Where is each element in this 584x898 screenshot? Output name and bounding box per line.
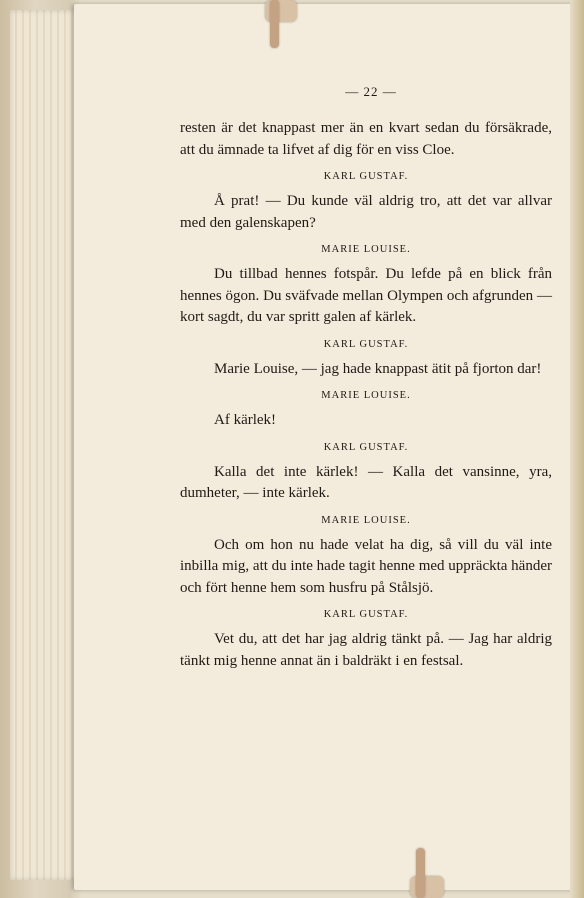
dialogue-line: Du tillbad hennes fotspår. Du lefde på en blick från hennes ögon. Du sväfvade mellan Olympen och afgrunden — kort sagdt, du var spritt galen af kärlek. <box>180 266 552 325</box>
speaker-name: KARL GUSTAF. <box>323 441 409 453</box>
binding-string-bottom <box>416 848 425 898</box>
speaker-name: KARL GUSTAF. <box>323 338 409 350</box>
binding-string-top <box>270 0 279 48</box>
speaker-name: MARIE LOUISE. <box>321 244 411 255</box>
dialogue-line: resten är det knappast mer än en kvart sedan du försäkrade, att du ämnade ta lifvet af dig för en viss Cloe. <box>180 120 552 158</box>
speaker-name: MARIE LOUISE. <box>321 390 411 401</box>
dialogue-line: Vet du, att det har jag aldrig tänkt på. — Jag har aldrig tänkt mig henne annat än i baldräkt i en festsal. <box>180 631 552 669</box>
dialogue-line: Och om hon nu hade velat ha dig, så vill du väl inte inbilla mig, att du inte hade tagit henne med uppräckta händer och fört henne hem som husfru på Stålsjö. <box>180 536 552 596</box>
speaker-name: KARL GUSTAF. <box>323 171 409 182</box>
dialogue-line: Af kärlek! <box>214 412 277 428</box>
dialogue-line: Kalla det inte kärlek! — Kalla det vansinne, yra, dumheter, — inte kärlek. <box>180 463 552 501</box>
dialogue-line: Marie Louise, — jag hade knappast ätit på fjorton dar! <box>214 360 542 377</box>
page-text <box>180 84 552 681</box>
page-number: — 22 — <box>345 84 397 99</box>
speaker-name: MARIE LOUISE. <box>321 514 411 526</box>
right-page-edge <box>570 0 584 898</box>
dialogue-line: Å prat! — Du kunde väl aldrig tro, att det var allvar med den galenskapen? <box>180 193 552 231</box>
speaker-name: KARL GUSTAF. <box>323 609 409 620</box>
